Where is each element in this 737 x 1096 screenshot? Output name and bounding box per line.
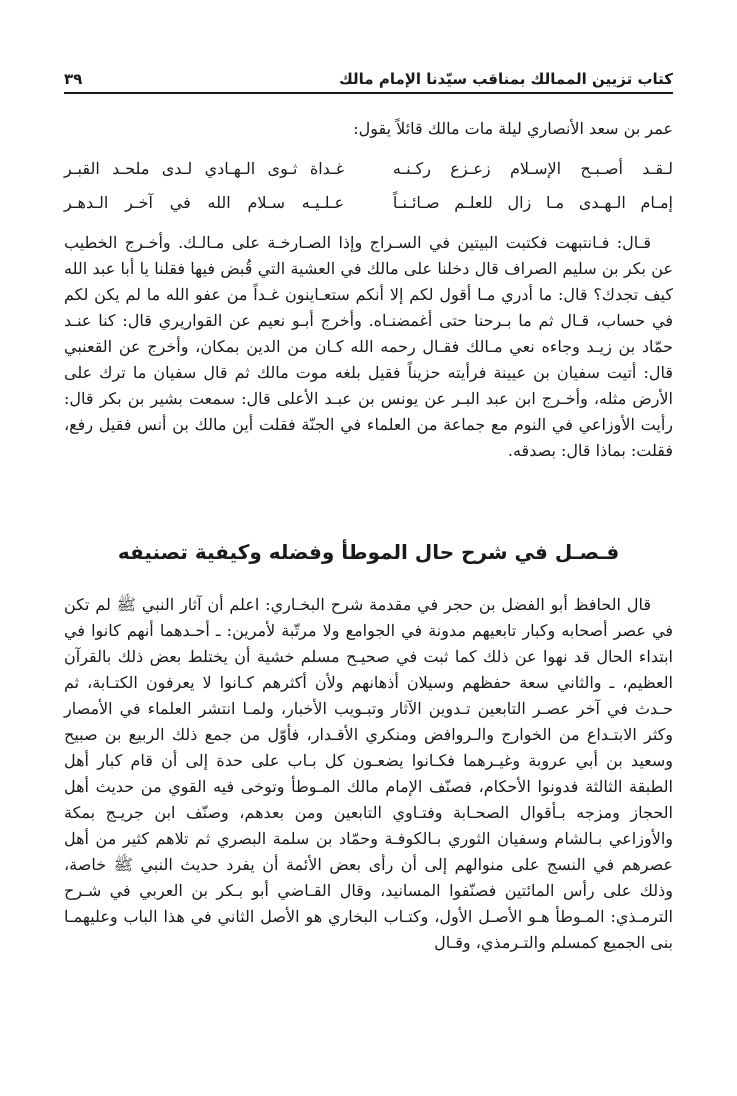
- verse-second-hemistich: عـلـيـه سـلام الله في آخـر الـدهـر: [64, 193, 345, 212]
- paragraph: قـال: فـانتبهت فكتبت البيتين في السـراج وإذا الصـارخـة على مـالـك. وأخـرج الخطيب عن بكر بن سليم الصراف قال دخلنا على مالك في العشية التي قُبض فيها فقلنا يا أبا عبد الله كيف تجدك؟ قال: ما أدري مـا أقول لكم إلا أنكم ستعـاينون غـداً من عفو الله ما لم يكن لكم في حساب، قـال ثم ما بـرحنا حتى أغمضنـاه. وأخرج أبـو نعيم عن القواريري قال: كنا عنـد حمّاد بن زيـد وجاءه نعي مـالك فقـال رحمه الله كـان من الدين بمكان، وأخرج عن القعنبي قال: أتيت سفيان بن عيينة فرأيته حزيناً فقيل بلغه موت مالك ثم قال سفيان ما ترك على الأرض مثله، وأخـرج ابن عبد البـر عن يونس بن عبـد الأعلى قال: سمعت بشير بن بكر قال: رأيت الأوزاعي في النوم مع جماعة من العلماء في الجنّة فقلت أين مالك بن أنس فقيل رفع، فقلت: بماذا قال: بصدقه.: [64, 233, 673, 460]
- poem-verse: [64, 190, 673, 224]
- section-two: [64, 592, 673, 956]
- verse-first-hemistich: إمـام الـهـدى مـا زال للعلـم صـائـنـاً: [392, 193, 673, 212]
- header-rule: [64, 92, 673, 94]
- page-number: ٣٩: [64, 70, 83, 88]
- paragraph: قال الحافظ أبو الفضل بن حجر في مقدمة شرح البخـاري: اعلم أن آثار النبي ﷺ لم تكن في عصر أصحابه وكبار تابعيهم مدونة في الجوامع ولا مرتّبة لأمرين: ـ أحـدهما أنهم كانوا في ابتداء الحال قد نهوا عن ذلك كما ثبت في صحيـح مسلم خشية أن يختلط بعض ذلك بالقرآن العظيم، ـ والثاني سعة حفظهم وسيلان أذهانهم ولأن أكثرهم كـانوا لا يعرفون الكتـابة، ثم حـدث في آخر عصـر التابعين تـدوين الآثار وتبـويب الأخبار، ولمـا انتشر العلماء في الأمصار وكثر الابتـداع من الخوارج والـروافض ومنكري الأقـدار، فأوّل من جمع ذلك الربيع بن صبيح وسعيد بن أبي عروبة وغيـرهما فكـانوا يضعـون كل بـاب على حدة إلى أن قام كبار أهل الطبقة الثالثة فدونوا الأحكام، فصنّف الإمام مالك المـوطأ وتوخى فيه القوي من حديث أهل الحجاز ومزجه بـأقوال الصحـابة وفتـاوي التابعين ومن بعدهم، وصنّف ابن جريـج بمكة والأوزاعي بـالشام وسفيان الثوري بـالكوفـة وحمّاد بن سلمة البصري ثم تلاهم كثير من أهل عصرهم في النسج على منوالهم إلى أن رأى بعض الأئمة أن يفرد حديث النبي ﷺ خاصة، وذلك على رأس المائتين فصنّفوا المسانيد، وقال القـاضي أبو بـكر بن العربي في شـرح الترمـذي: المـوطأ هـو الأصـل الأول، وكتـاب البخاري هو الأصل الثاني في هذا الباب وعليهمـا بنى الجميع كمسلم والتـرمذي، وقـال: [64, 595, 674, 952]
- verse-first-hemistich: لـقـد أصـبـح الإسـلام زعـزع ركـنـه: [392, 159, 673, 178]
- section-heading: فـصـل في شرح حال الموطأ وفضله وكيفية تصنيفه: [117, 540, 620, 564]
- page-header: [64, 64, 673, 88]
- intro-line: عمر بن سعد الأنصاري ليلة مات مالك قائلاً يقول:: [353, 119, 673, 138]
- section-one: [64, 230, 673, 464]
- poem-verse: [64, 156, 673, 190]
- intro-text: [64, 116, 673, 142]
- poem: [64, 156, 673, 224]
- verse-second-hemistich: غـداة ثـوى الـهـادي لـدى ملحـد القبـر: [64, 159, 345, 178]
- running-title: كتاب تزيين الممالك بمناقب سيّدنا الإمام مالك: [339, 70, 673, 88]
